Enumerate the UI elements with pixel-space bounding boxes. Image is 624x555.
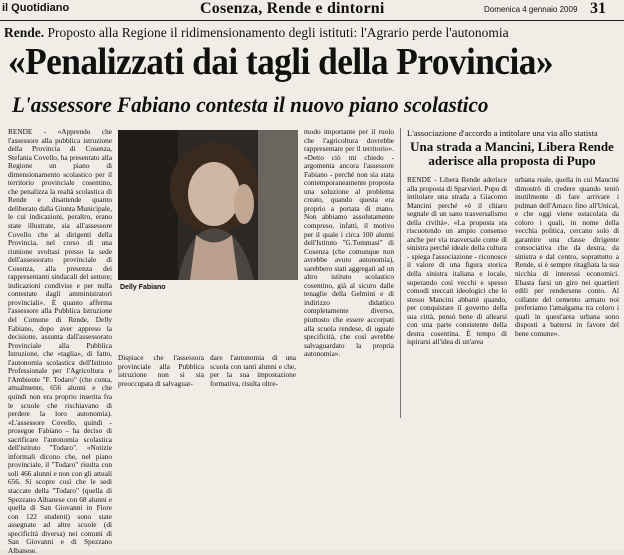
article-column-4: modo importante per il ruolo che l'agricoltura dovrebbe rappresentare per il territorio». «Detto ciò mi chiedo - argomenta ancora l'assessore Fabiano - perché non sia stata contemporaneamente proposta una soluzione al problema creato, quando questa era proprio a portata di mano. Non abbiamo assolutamente compreso, infatti, il motivo per il quale i circa 100 alunni dell'Istituto "G.Tommasi" di Cosenza (che comunque non avrebbe avuto autonomia), sarebbero stati aggregati ad un altro istituto scolastico cosentino, già al sicuro dalle tenaglie della Gelmini e di indirizzo didattico completamente diverso, piuttosto che essere accorpati alla scuola rendese, di uguale specificità, che così avrebbe salvaguardato la propria autonomia». <box>304 127 394 359</box>
page-number: 31 <box>590 0 606 17</box>
article-kicker <box>4 25 622 41</box>
sidebar-column-1: RENDE - Libera Rende aderisce alla proposta di Sparvieri. Pupo di intitolare una strada a Giacomo Mancini perché «è il chiaro segnale di un sano trasversalismo della civiltà». «La proposta sta riscuotendo un ampio consenso anche per via trasversale come di sinistra perché ideale della cultura - spiega l'associazione - riconosce il valore di una figura storica della sinistra italiana e locale, superando così vecchi e spesso comodi steccati ideologici che lo stesso Mancini abbattè quando, per conquistare il governo della sua città, pensò bene di allearsi con una parte consistente della destra cosentina. È tempo di ispirarsi all'idea di un'area <box>407 175 507 347</box>
masthead <box>0 0 624 21</box>
sidebar-column-2: urbana reale, quella in cui Mancini dimostrò di credere quando tentò inutilmente di fare arrivare i pulman dell'Amaco fino all'Unical, e che oggi viene ostacolata da coloro i quali, in nome della vecchia politica, cercano solo di garantire una classe dirigente consociativa che da destra, da sinistra e dal centro, soprattutto a Rende, si è sempre ritagliata la sua nicchia di interessi economici. Ebasta farsi un giro nei quartieri edili per rendersene conto. Al collante del cemento armato noi preferiamo l'amalgama tra coloro i quali in quest'area urbana sono disposti a battersi in favore del bene comune». <box>515 175 619 338</box>
headline: «Penalizzati dai tagli della Provincia» <box>8 41 553 83</box>
paper-name: il Quotidiano <box>2 2 70 14</box>
section-title: Cosenza, Rende e dintorni <box>200 0 385 17</box>
sidebar-article <box>400 128 621 418</box>
article-column-3: dare l'autonomia di una scuola con tanti alunni e che, per la sua impostazione formativa, risulta oltre- <box>210 353 296 388</box>
portrait-image <box>118 130 298 280</box>
issue-date: Domenica 4 gennaio 2009 <box>484 5 578 14</box>
photo-caption: Delly Fabiano <box>120 284 166 291</box>
article-column-2: Dispiace che l'assessora provinciale alla Pubblica istruzione non si sia preoccupata di salvaguar- <box>118 353 204 388</box>
sidebar-kicker: L'associazione d'accordo a intitolare una via allo statista <box>407 128 598 138</box>
kicker-bold: Rende. <box>4 25 45 40</box>
article-column-1: RENDE - «Apprendo che l'assessore alla pubblica istruzione della Provincia di Cosenza, Stefania Covello, ha presentato alla Regione un piano di dimensionamento scolastico per il territorio provinciale cosentino, che penalizza la realtà scolastica di Rende e disattende quanto deliberato dalla Giunta Municipale, le cui indicazioni, peraltro, erano state illustrate, sia all'assessore Covello che ai dirigenti della Provincia, nel corso di una riunione svoltasi presso la sede dell'assessorato provinciale di Cosenza, alla presenza dei rappresentanti sindacali del settore; indicazioni condivise e per nulla contestate dagli amministratori provinciali». È quanto afferma l'assessore alla Pubblica Istruzione del Comune di Rende, Delly Fabiano, dopo aver appreso la decisione, assunta dall'assessorato Provinciale alla Pubblica Istruzione, che «taglia», di fatto, l'autonomia scolastica dell'Istituto Professionale per l'Agricoltura e l'Ambiente "F. Todaro" (che conta, attualmente, 656 alunni e che quindi non era proprio inserita fra le scuole che rischiavano di perdere la loro autonomia). «L'assessore Covello, quindi - prosegue Fabiano - ha deciso di sacrificare l'autonomia scolastica dell'istituto "Todaro". «Notizie informali dicono che, nel piano provinciale, il "Todaro" risulta con soli 466 alunni e non con gli attuali 656. Si scopre così che le sedi staccate della "Todaro" (quella di Spezzano Albanese con 68 alunni e quella di San Giovanni in Fiore con 122 studenti) sono state assegnate ad altre scuole (di specificità diversa) nei comuni di San Giovanni e di Spezzano Albanese. <box>8 127 112 555</box>
sidebar-title: Una strada a Mancini, Libera Rende aderisce alla proposta di Pupo <box>410 139 614 168</box>
portrait-photo <box>118 130 298 280</box>
photo-caption-box <box>118 280 298 350</box>
subheadline: L'assessore Fabiano contesta il nuovo piano scolastico <box>12 92 489 117</box>
kicker-text: Proposto alla Regione il ridimensionamento degli istituti: l'Agrario perde l'autonomia <box>44 25 509 40</box>
